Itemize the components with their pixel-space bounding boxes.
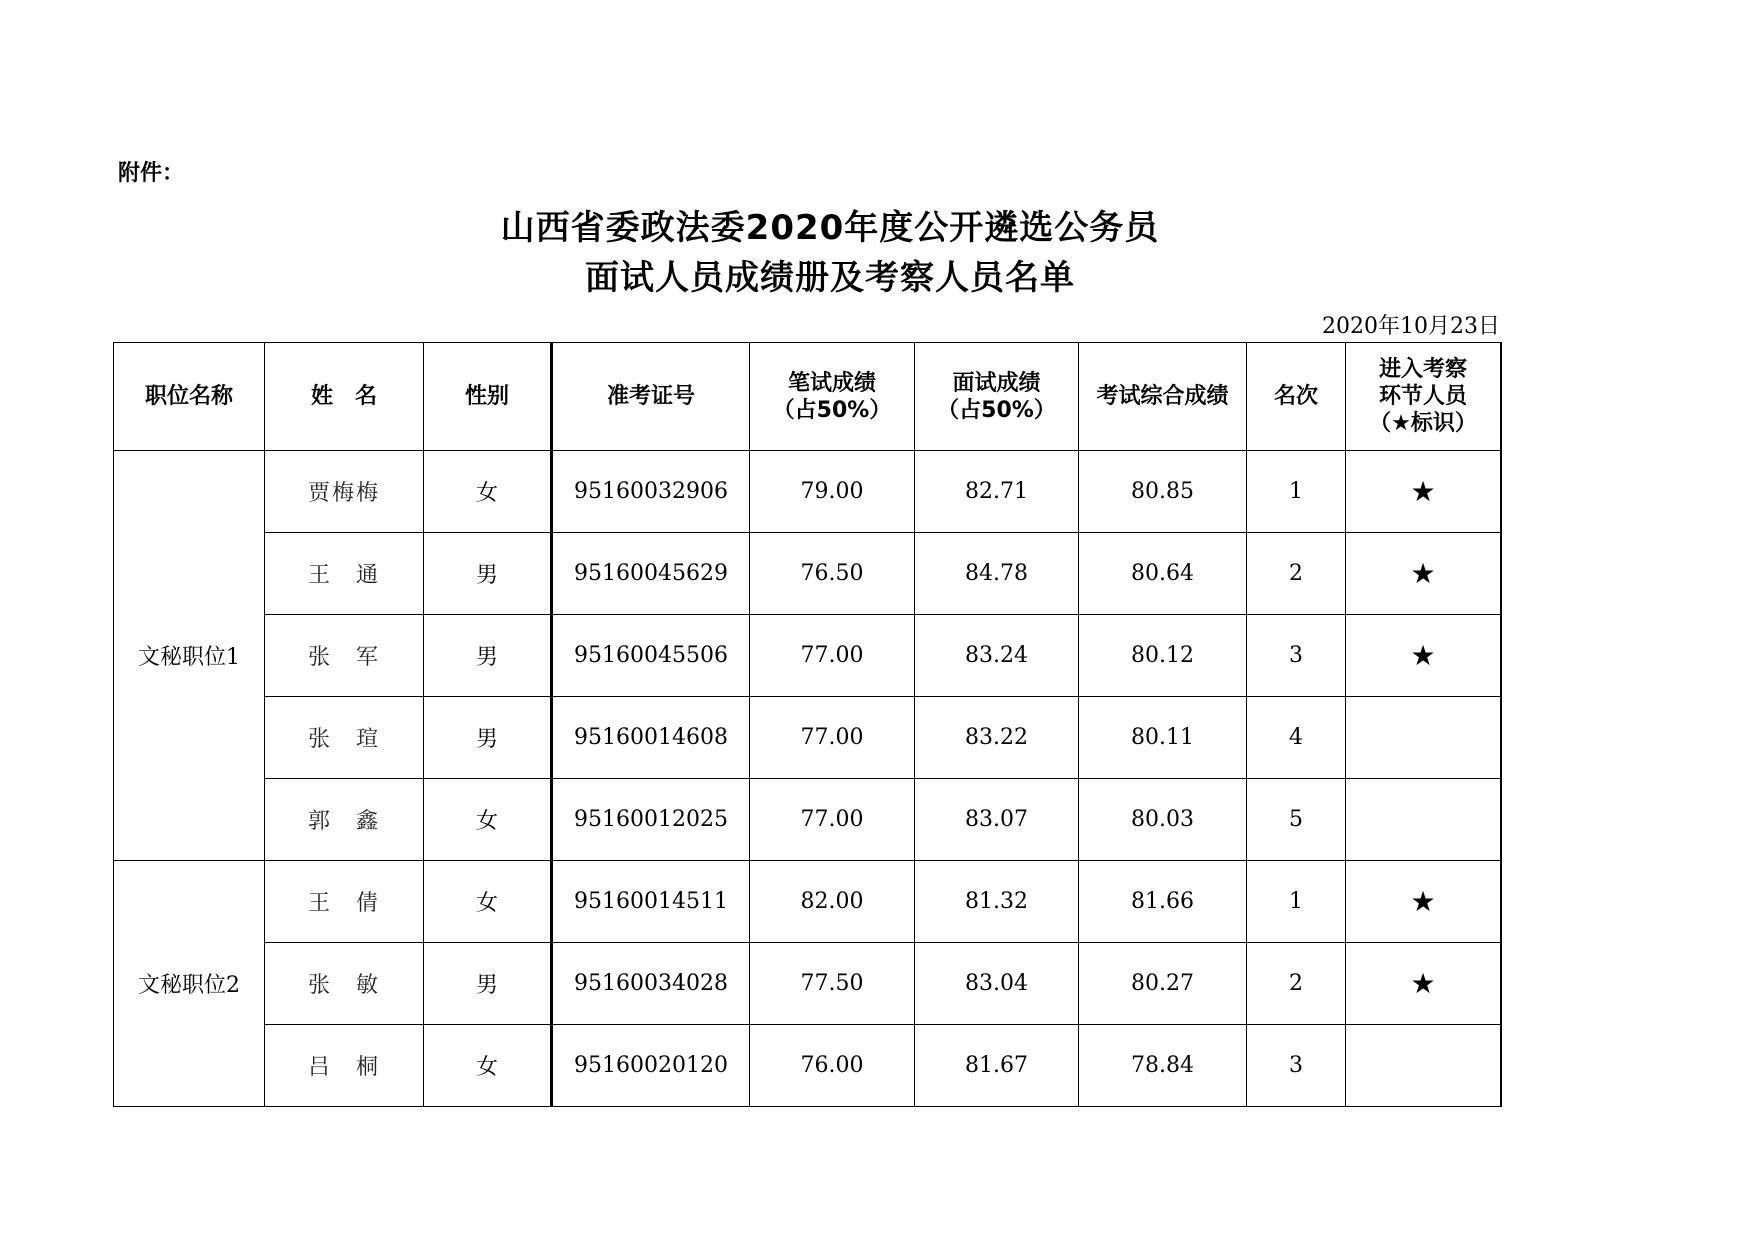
- header-inspect-line1: 进入考察: [1378, 357, 1467, 382]
- total-score-cell: 80.03: [1079, 779, 1247, 861]
- inspect-mark-cell: [1346, 779, 1502, 861]
- header-name: 姓 名: [265, 343, 424, 451]
- inspect-mark-cell: ★: [1346, 943, 1502, 1025]
- ticket-cell: 95160014511: [552, 861, 750, 943]
- header-interview: [915, 343, 1079, 451]
- document-title-line2: 面试人员成绩册及考察人员名单: [585, 258, 1075, 298]
- header-inspect-line2: 环节人员: [1378, 384, 1467, 409]
- table-row: [114, 779, 1502, 861]
- rank-cell: 1: [1247, 861, 1346, 943]
- name-cell: 张 瑄: [265, 697, 424, 779]
- gender-cell: 男: [424, 697, 552, 779]
- position-cell: 文秘职位2: [114, 861, 265, 1107]
- header-written: [750, 343, 915, 451]
- name-cell: 王 倩: [265, 861, 424, 943]
- total-score-cell: 78.84: [1079, 1025, 1247, 1107]
- table-row: [114, 533, 1502, 615]
- rank-cell: 1: [1247, 451, 1346, 533]
- rank-cell: 2: [1247, 943, 1346, 1025]
- written-score-cell: 76.00: [750, 1025, 915, 1107]
- table-header-row: [114, 343, 1502, 451]
- name-cell: 吕 桐: [265, 1025, 424, 1107]
- rank-cell: 2: [1247, 533, 1346, 615]
- header-inspect: [1346, 343, 1502, 451]
- header-interview-line2: （占50%）: [937, 397, 1056, 423]
- table-row: [114, 943, 1502, 1025]
- ticket-cell: 95160034028: [552, 943, 750, 1025]
- table-row: [114, 861, 1502, 943]
- total-score-cell: 80.11: [1079, 697, 1247, 779]
- inspect-mark-cell: [1346, 1025, 1502, 1107]
- gender-cell: 男: [424, 943, 552, 1025]
- written-score-cell: 77.00: [750, 615, 915, 697]
- interview-score-cell: 83.22: [915, 697, 1079, 779]
- inspect-mark-cell: ★: [1346, 615, 1502, 697]
- header-ticket-label: 准考证号: [606, 384, 695, 409]
- ticket-cell: 95160045506: [552, 615, 750, 697]
- header-inspect-line3: （★标识）: [1369, 411, 1477, 436]
- total-score-cell: 80.27: [1079, 943, 1247, 1025]
- table-row: [114, 1025, 1502, 1107]
- header-written-line1: 笔试成绩: [787, 370, 876, 396]
- total-score-cell: 81.66: [1079, 861, 1247, 943]
- ticket-cell: 95160032906: [552, 451, 750, 533]
- header-rank: 名次: [1247, 343, 1346, 451]
- written-score-cell: 77.00: [750, 779, 915, 861]
- document-title-line1: 山西省委政法委2020年度公开遴选公务员: [500, 208, 1160, 248]
- header-total: 考试综合成绩: [1079, 343, 1247, 451]
- interview-score-cell: 81.32: [915, 861, 1079, 943]
- interview-score-cell: 83.24: [915, 615, 1079, 697]
- inspect-mark-cell: ★: [1346, 861, 1502, 943]
- written-score-cell: 77.50: [750, 943, 915, 1025]
- rank-cell: 3: [1247, 615, 1346, 697]
- name-cell: 张 军: [265, 615, 424, 697]
- header-position: 职位名称: [114, 343, 265, 451]
- rank-cell: 5: [1247, 779, 1346, 861]
- document-date: 2020年10月23日: [1322, 314, 1500, 339]
- inspect-mark-cell: ★: [1346, 533, 1502, 615]
- written-score-cell: 82.00: [750, 861, 915, 943]
- header-written-line2: （占50%）: [772, 397, 892, 423]
- gender-cell: 女: [424, 451, 552, 533]
- ticket-cell: 95160045629: [552, 533, 750, 615]
- gender-cell: 男: [424, 615, 552, 697]
- ticket-cell: 95160020120: [552, 1025, 750, 1107]
- rank-cell: 3: [1247, 1025, 1346, 1107]
- header-ticket: [552, 343, 750, 451]
- written-score-cell: 79.00: [750, 451, 915, 533]
- gender-cell: 女: [424, 861, 552, 943]
- rank-cell: 4: [1247, 697, 1346, 779]
- interview-score-cell: 83.04: [915, 943, 1079, 1025]
- name-cell: 王 通: [265, 533, 424, 615]
- header-gender: 性别: [424, 343, 552, 451]
- inspect-mark-cell: ★: [1346, 451, 1502, 533]
- table-row: [114, 451, 1502, 533]
- total-score-cell: 80.85: [1079, 451, 1247, 533]
- interview-score-cell: 81.67: [915, 1025, 1079, 1107]
- position-cell: 文秘职位1: [114, 451, 265, 861]
- ticket-cell: 95160012025: [552, 779, 750, 861]
- ticket-cell: 95160014608: [552, 697, 750, 779]
- score-table: [113, 342, 1502, 1107]
- name-cell: 郭 鑫: [265, 779, 424, 861]
- name-cell: 张 敏: [265, 943, 424, 1025]
- header-interview-line1: 面试成绩: [952, 370, 1041, 396]
- inspect-mark-cell: [1346, 697, 1502, 779]
- total-score-cell: 80.64: [1079, 533, 1247, 615]
- interview-score-cell: 84.78: [915, 533, 1079, 615]
- name-cell: 贾梅梅: [265, 451, 424, 533]
- interview-score-cell: 82.71: [915, 451, 1079, 533]
- gender-cell: 女: [424, 779, 552, 861]
- attachment-label: 附件：: [118, 161, 185, 186]
- gender-cell: 女: [424, 1025, 552, 1107]
- gender-cell: 男: [424, 533, 552, 615]
- interview-score-cell: 83.07: [915, 779, 1079, 861]
- table-row: [114, 697, 1502, 779]
- total-score-cell: 80.12: [1079, 615, 1247, 697]
- table-row: [114, 615, 1502, 697]
- written-score-cell: 77.00: [750, 697, 915, 779]
- written-score-cell: 76.50: [750, 533, 915, 615]
